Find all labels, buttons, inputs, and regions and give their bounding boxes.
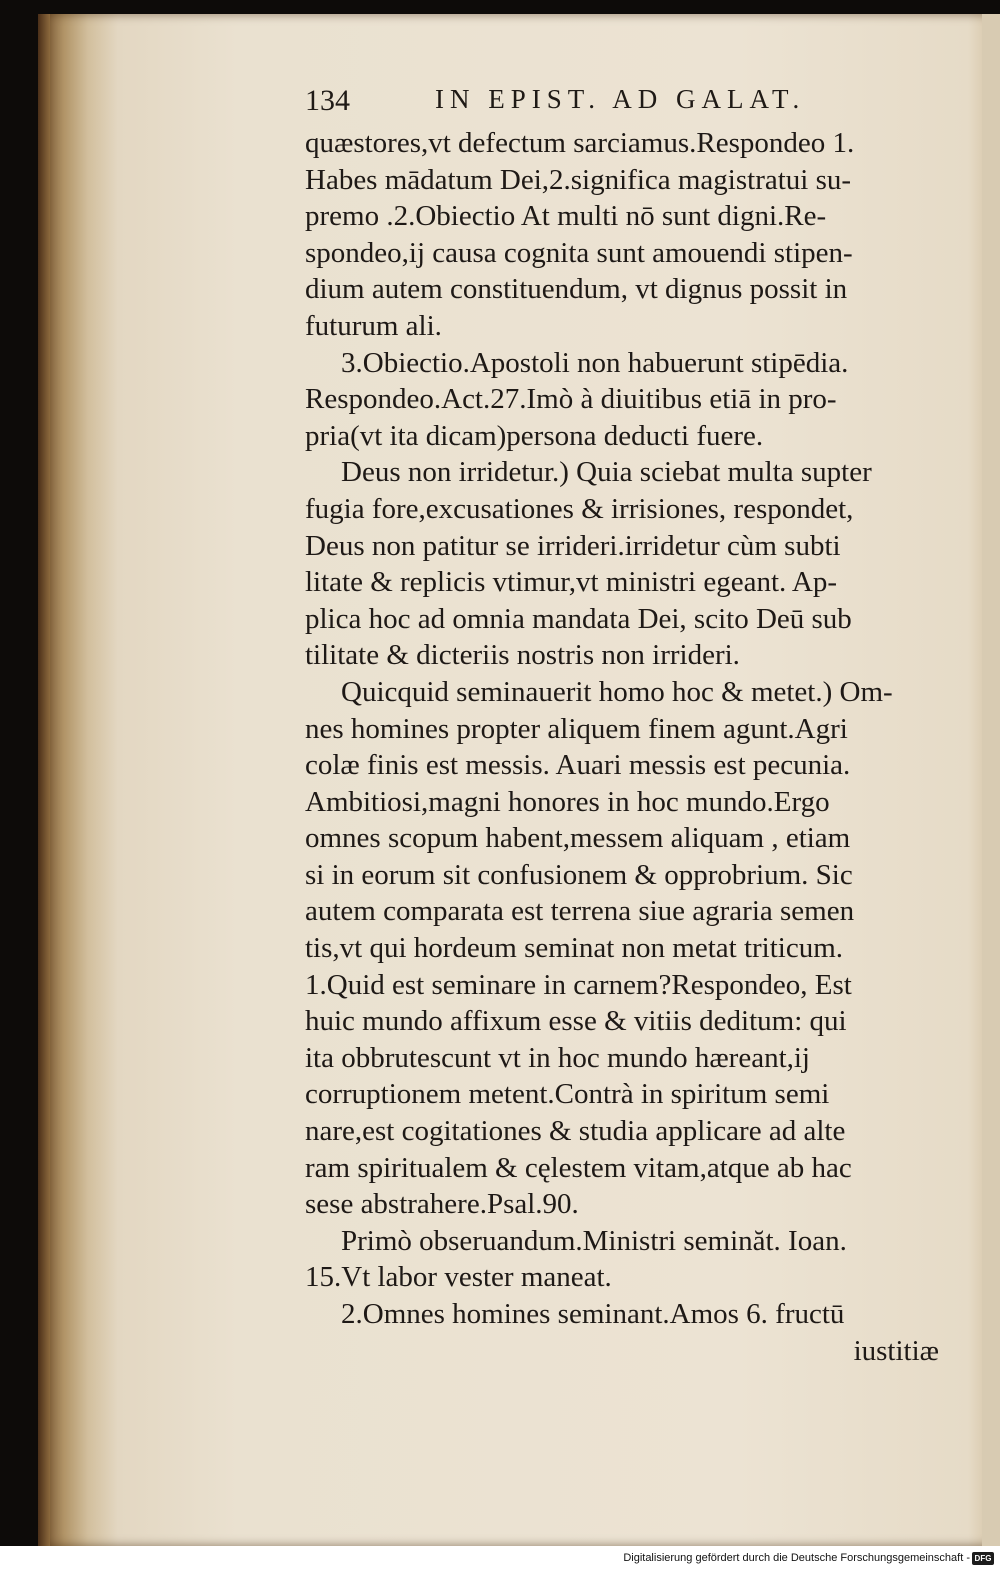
text-line: pria(vt ita dicam)persona deducti fuere. — [305, 419, 764, 452]
text-line: quæstores,vt defectum sarciamus.Respondeo 1. — [305, 127, 855, 159]
text-line: spondeo,ij causa cognita sunt amouendi stipen- — [305, 236, 853, 269]
text-line: ita obbrutescunt vt in hoc mundo hæreant,ij — [305, 1041, 810, 1074]
page-number: 134 — [305, 84, 350, 117]
catchword: iustitiæ — [853, 1334, 939, 1367]
text-line: ram spiritualem & cęlestem vitam,atque ab hac — [305, 1151, 852, 1184]
text-line: plica hoc ad omnia mandata Dei, scito Deū sub — [305, 602, 852, 635]
text-line: Respondeo.Act.27.Imò à diuitibus etiā in pro- — [305, 383, 837, 416]
text-line: nare,est cogitationes & studia applicare ad alte — [305, 1115, 846, 1148]
text-line: colæ finis est messis. Auari messis est pecunia. — [305, 749, 851, 782]
text-line: si in eorum sit confusionem & opprobrium. Sic — [305, 858, 853, 891]
text-line: tis,vt qui hordeum seminat non metat triticum. — [305, 932, 844, 965]
text-line: corruptionem metent.Contrà in spiritum semi — [305, 1078, 830, 1111]
text-line: omnes scopum habent,messem aliquam , etiam — [305, 822, 851, 855]
text-line: tilitate & dicteriis nostris non irrideri. — [305, 639, 740, 672]
page-right-margin — [982, 14, 1000, 1546]
text-line: dium autem constituendum, vt dignus possit in — [305, 273, 848, 306]
text-line: 3.Obiectio.Apostoli non habuerunt stipēdia. — [341, 346, 849, 379]
page-gutter-edge — [38, 14, 50, 1546]
text-line: 1.Quid est seminare in carnem?Respondeo, Est — [305, 968, 852, 1001]
text-line: autem comparata est terrena siue agraria semen — [305, 895, 855, 928]
text-line: fugia fore,excusationes & irrisiones, respondet, — [305, 492, 854, 525]
text-line: Ambitiosi,magni honores in hoc mundo.Ergo — [305, 785, 830, 818]
text-line: litate & replicis vtimur,vt ministri egeant. Ap- — [305, 566, 838, 599]
dfg-logo: DFG — [972, 1552, 994, 1565]
running-head: IN EPIST. AD GALAT. — [435, 84, 806, 114]
text-line: 15.Vt labor vester maneat. — [305, 1261, 612, 1294]
page-header — [305, 84, 945, 126]
text-line: Quicquid seminauerit homo hoc & metet.) Om- — [341, 675, 893, 708]
text-line: nes homines propter aliquem finem agunt.Agri — [305, 712, 848, 745]
text-line: premo .2.Obiectio At multi nō sunt digni.Re- — [305, 200, 827, 233]
digitization-credit: Digitalisierung gefördert durch die Deutsche Forschungsgemeinschaft - — [623, 1552, 970, 1564]
body-text — [305, 125, 945, 1369]
text-line: futurum ali. — [305, 309, 442, 342]
text-line: huic mundo affixum esse & vitiis deditum: qui — [305, 1005, 847, 1038]
text-line: Deus non irridetur.) Quia sciebat multa supter — [341, 456, 872, 489]
text-line: sese abstrahere.Psal.90. — [305, 1188, 579, 1221]
text-line: Primò obseruandum.Ministri seminăt. Ioan. — [341, 1224, 847, 1257]
text-line: Habes mādatum Dei,2.significa magistratui su- — [305, 163, 852, 196]
text-line: Deus non patitur se irrideri.irridetur cùm subti — [305, 529, 841, 562]
text-line: 2.Omnes homines seminant.Amos 6. fructū — [341, 1298, 845, 1330]
